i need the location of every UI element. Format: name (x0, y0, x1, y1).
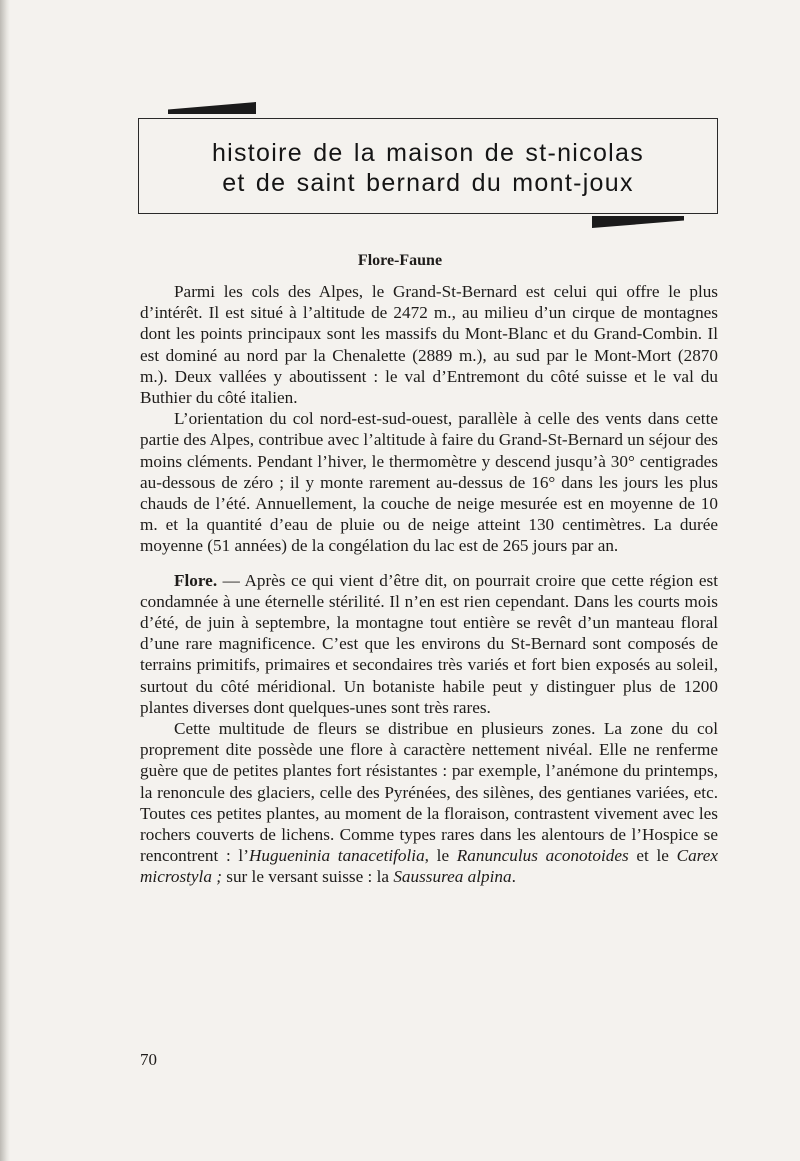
species-saussurea: Saussurea alpina (393, 867, 512, 887)
paragraph-flora (140, 570, 718, 718)
header-title-line-1: histoire de la maison de st-nicolas (211, 139, 645, 167)
body-text (140, 281, 718, 888)
page-number: 70 (140, 1050, 157, 1069)
header-title-line-2: et de saint bernard du mont-joux (222, 169, 634, 197)
header-ornament-bar-top (168, 102, 256, 114)
paragraph-intro: Parmi les cols des Alpes, le Grand-St-Bernard est celui qui offre le plus d’intérêt. Il est situé à l’altitude de 2472 m., au milieu d’un cirque de montagnes dont les points principaux sont les massifs du Mont-Blanc et du Grand-Combin. Il est dominé au nord par la Chenalette (2889 m.), au sud par le Mont-Mort (2870 m.). Deux vallées y aboutissent : le val d’Entremont du côté suisse et le val du Buthier du côté italien. (140, 282, 718, 408)
paragraph-zones-text-e: . (511, 867, 516, 887)
paragraph-zones-text-b: , le (424, 846, 457, 866)
paragraph-zones-text-a: Cette multitude de fleurs se distribue en plusieurs zones. La zone du col proprement dite possède une flore à caractère nettement nivéal. Elle ne renferme guère que de petites plantes fort résistantes : par exemple, l’anémone du printemps, la renoncule des glaciers, celle des Pyrénées, des silènes, des gentianes variées, etc. Toutes ces petites plantes, au moment de la floraison, contrastent vivement avec les rochers couverts de lichens. Comme types rares dans les alentours de l’Hospice se rencontrent : l’ (140, 719, 718, 866)
species-carex: Carex microstyla ; (140, 846, 718, 887)
header-title-frame (138, 118, 718, 214)
paragraph-flora-text: — Après ce qui vient d’être dit, on pourrait croire que cette région est condamnée à une éternelle stérilité. Il n’en est rien cependant. Dans les courts mois d’été, de juin à septembre, la montagne tout entière se revêt d’un manteau floral d’une rare magnificence. C’est que les environs du St-Bernard sont composés de terrains primitifs, primaires et secondaires très variés et fort bien exposés au soleil, surtout du côté méridional. Un botaniste habile peut y distinguer plus de 1200 plantes diverses dont quelques-unes sont très rares. (140, 570, 718, 717)
paragraph-flora-runin: Flore. (174, 570, 218, 590)
page-binding-shadow (0, 0, 10, 1161)
species-ranunculus: Ranunculus aconotoides (456, 846, 629, 866)
section-heading: Flore-Faune (357, 252, 443, 269)
paragraph-climate: L’orientation du col nord-est-sud-ouest, parallèle à celle des vents dans cette partie des Alpes, contribue avec l’altitude à faire du Grand-St-Bernard un séjour des moins cléments. Pendant l’hiver, le thermomètre y descend jusqu’à 30° centigrades au-dessous de zéro ; il y monte rarement au-dessus de 16° dans les jours les plus chauds de l’été. Annuellement, la couche de neige mesurée est en moyenne de 10 m. et la quantité d’eau de pluie ou de neige atteint 130 centimètres. La durée moyenne (51 années) de la congélation du lac est de 265 jours par an. (140, 409, 718, 556)
header-ornament-bar-bottom (592, 216, 684, 228)
paragraph-zones (140, 718, 718, 888)
paragraph-zones-text-d: sur le versant suisse : la (221, 867, 394, 887)
species-hugueninia: Hugueninia tanacetifolia (248, 846, 425, 866)
paragraph-zones-text-c: et le (628, 846, 677, 866)
